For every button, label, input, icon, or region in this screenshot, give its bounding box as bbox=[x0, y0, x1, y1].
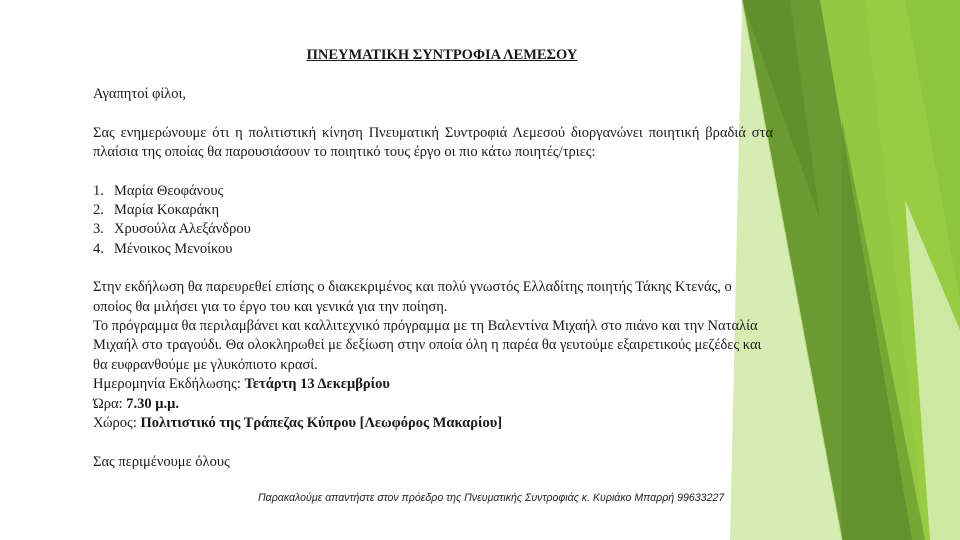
spacer bbox=[93, 105, 773, 124]
program-paragraph: Το πρόγραμμα θα περιλαμβάνει και καλλιτεχνικό πρόγραμμα με τη Βαλεντίνα Μιχαήλ στο πιάνο και την Ναταλία Μιχαήλ στο τραγούδι. Θα ολοκληρωθεί με δεξίωση στην οποία όλη η παρέα θα γευτούμε εξαιρετικούς μεζέδες και θα ευφρανθούμε με γλυκόπιοτο κρασί. bbox=[93, 318, 762, 373]
spacer bbox=[93, 259, 773, 278]
venue-value: Πολιτιστικό της Τράπεζας Κύπρου [Λεωφόρος Μακαρίου] bbox=[140, 415, 503, 432]
list-item bbox=[93, 182, 773, 201]
poet-name: Χρυσούλα Αλεξάνδρου bbox=[114, 221, 251, 238]
spacer bbox=[93, 163, 773, 182]
poet-name: Μένοικος Μενοίκου bbox=[114, 240, 233, 257]
list-number: 3. bbox=[93, 221, 104, 238]
list-item bbox=[93, 220, 773, 239]
list-number: 2. bbox=[93, 202, 104, 219]
footer-note: Παρακαλούμε απαντήστε στον πρόεδρο της Πνευματικής Συντροφιάς κ. Κυριάκο Μπαρρή 99633227 bbox=[258, 492, 725, 504]
list-item bbox=[93, 201, 773, 220]
greeting: Αγαπητοί φίλοι, bbox=[93, 86, 187, 103]
poet-name: Μαρία Θεοφάνους bbox=[114, 182, 224, 199]
venue-label: Χώρος: bbox=[93, 415, 141, 432]
event-time bbox=[93, 395, 773, 414]
time-value: 7.30 μ.μ. bbox=[126, 395, 179, 412]
time-label: Ώρα: bbox=[93, 395, 127, 412]
guest-paragraph: Στην εκδήλωση θα παρευρεθεί επίσης ο διακεκριμένος και πολύ γνωστός Ελλαδίτης ποιητής Τάκης Κτενάς, ο οποίος θα μιλήσει για το έργο του και γενικά για την ποίηση. bbox=[93, 279, 732, 315]
list-item bbox=[93, 240, 773, 259]
closing-line: Σας περιμένουμε όλους bbox=[93, 453, 230, 470]
event-venue bbox=[93, 414, 773, 433]
date-value: Τετάρτη 13 Δεκεμβρίου bbox=[244, 376, 390, 393]
letter-body bbox=[93, 46, 773, 472]
poets-list bbox=[93, 182, 773, 260]
list-number: 4. bbox=[93, 240, 104, 257]
event-date bbox=[93, 375, 773, 394]
intro-paragraph: Σας ενημερώνουμε ότι η πολιτιστική κίνηση Πνευματική Συντροφιά Λεμεσού διοργανώνει ποιητική βραδιά στα πλαίσια της οποίας θα παρουσιάσουν το ποιητικό τους έργο οι πιο κάτω ποιητές/τριες: bbox=[93, 124, 773, 161]
list-number: 1. bbox=[93, 182, 104, 199]
poet-name: Μαρία Κοκαράκη bbox=[114, 202, 220, 219]
document-title: ΠΝΕΥΜΑΤΙΚΗ ΣΥΝΤΡΟΦΙΑ ΛΕΜΕΣΟΥ bbox=[306, 47, 578, 63]
spacer bbox=[93, 434, 773, 453]
date-label: Ημερομηνία Εκδήλωσης: bbox=[93, 376, 245, 393]
